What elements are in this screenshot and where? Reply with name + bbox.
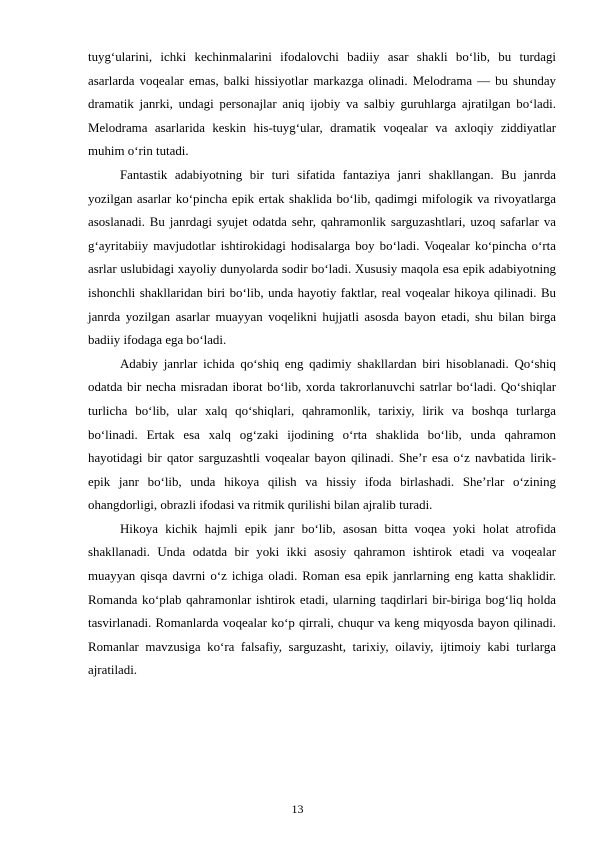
page-number: 13	[291, 802, 304, 816]
paragraph-3: Adabiy janrlar ichida qo‘shiq eng qadimiy shakllardan biri hisoblanadi. Qo‘shiq odatda bir necha misradan iborat bo‘lib, xorda takrorlanuvchi satrlar bo‘ladi. Qo‘shiqlar turlicha bo‘lib, ular xalq qo‘shiqlari, qahramonlik, tarixiy, lirik va boshqa turlarga bo‘linadi. Ertak esa xalq og‘zaki ijodining o‘rta shaklida bo‘lib, unda qahramon hayotidagi bir qator sarguzashtli voqealar bayon qilinadi. She’r esa o‘z navbatida lirik-epik janr bo‘lib, unda hikoya qilish va hissiy ifoda birlashadi. She’rlar o‘zining ohangdorligi, obrazli ifodasi va ritmik qurilishi bilan ajralib turadi.	[88, 356, 556, 513]
paragraph-4: Hikoya kichik hajmli epik janr bo‘lib, asosan bitta voqea yoki holat atrofida shakllanadi. Unda odatda bir yoki ikki asosiy qahramon ishtirok etadi va voqealar muayyan qisqa davrni o‘z ichiga oladi. Roman esa epik janrlarning eng katta shaklidir. Romanda ko‘plab qahramonlar ishtirok etadi, ularning taqdirlari bir-biriga bog‘liq holda tasvirlanadi. Romanlarda voqealar ko‘p qirrali, chuqur va keng miqyosda bayon qilinadi. Romanlar mavzusiga ko‘ra falsafiy, sarguzasht, tarixiy, oilaviy, ijtimoiy kabi turlarga ajratiladi.	[88, 521, 556, 678]
body-text	[88, 46, 556, 683]
paragraph-1: tuyg‘ularini, ichki kechinmalarini ifodalovchi badiiy asar shakli bo‘lib, bu turdagi asarlarda voqealar emas, balki hissiyotlar markazga olinadi. Melodrama — bu shunday dramatik janrki, undagi personajlar aniq ijobiy va salbiy guruhlarga ajratilgan bo‘ladi. Melodrama asarlarida keskin his-tuyg‘ular, dramatik voqealar va axloqiy ziddiyatlar muhim o‘rin tutadi.	[88, 50, 556, 159]
paragraph-2: Fantastik adabiyotning bir turi sifatida fantaziya janri shakllangan. Bu janrda yozilgan asarlar ko‘pincha epik ertak shaklida bo‘lib, qadimgi mifologik va rivoyatlarga asoslanadi. Bu janrdagi syujet odatda sehr, qahramonlik sarguzashtlari, uzoq safarlar va g‘ayritabiiy mavjudotlar ishtirokidagi hodisalarga boy bo‘ladi. Voqealar ko‘pincha o‘rta asrlar uslubidagi xayoliy dunyolarda sodir bo‘ladi. Xususiy maqola esa epik adabiyotning ishonchli shakllaridan biri bo‘lib, unda hayotiy faktlar, real voqealar hikoya qilinadi. Bu janrda yozilgan asarlar muayyan voqelikni hujjatli asosda bayon etadi, shu bilan birga badiiy ifodaga ega bo‘ladi.	[88, 167, 556, 348]
